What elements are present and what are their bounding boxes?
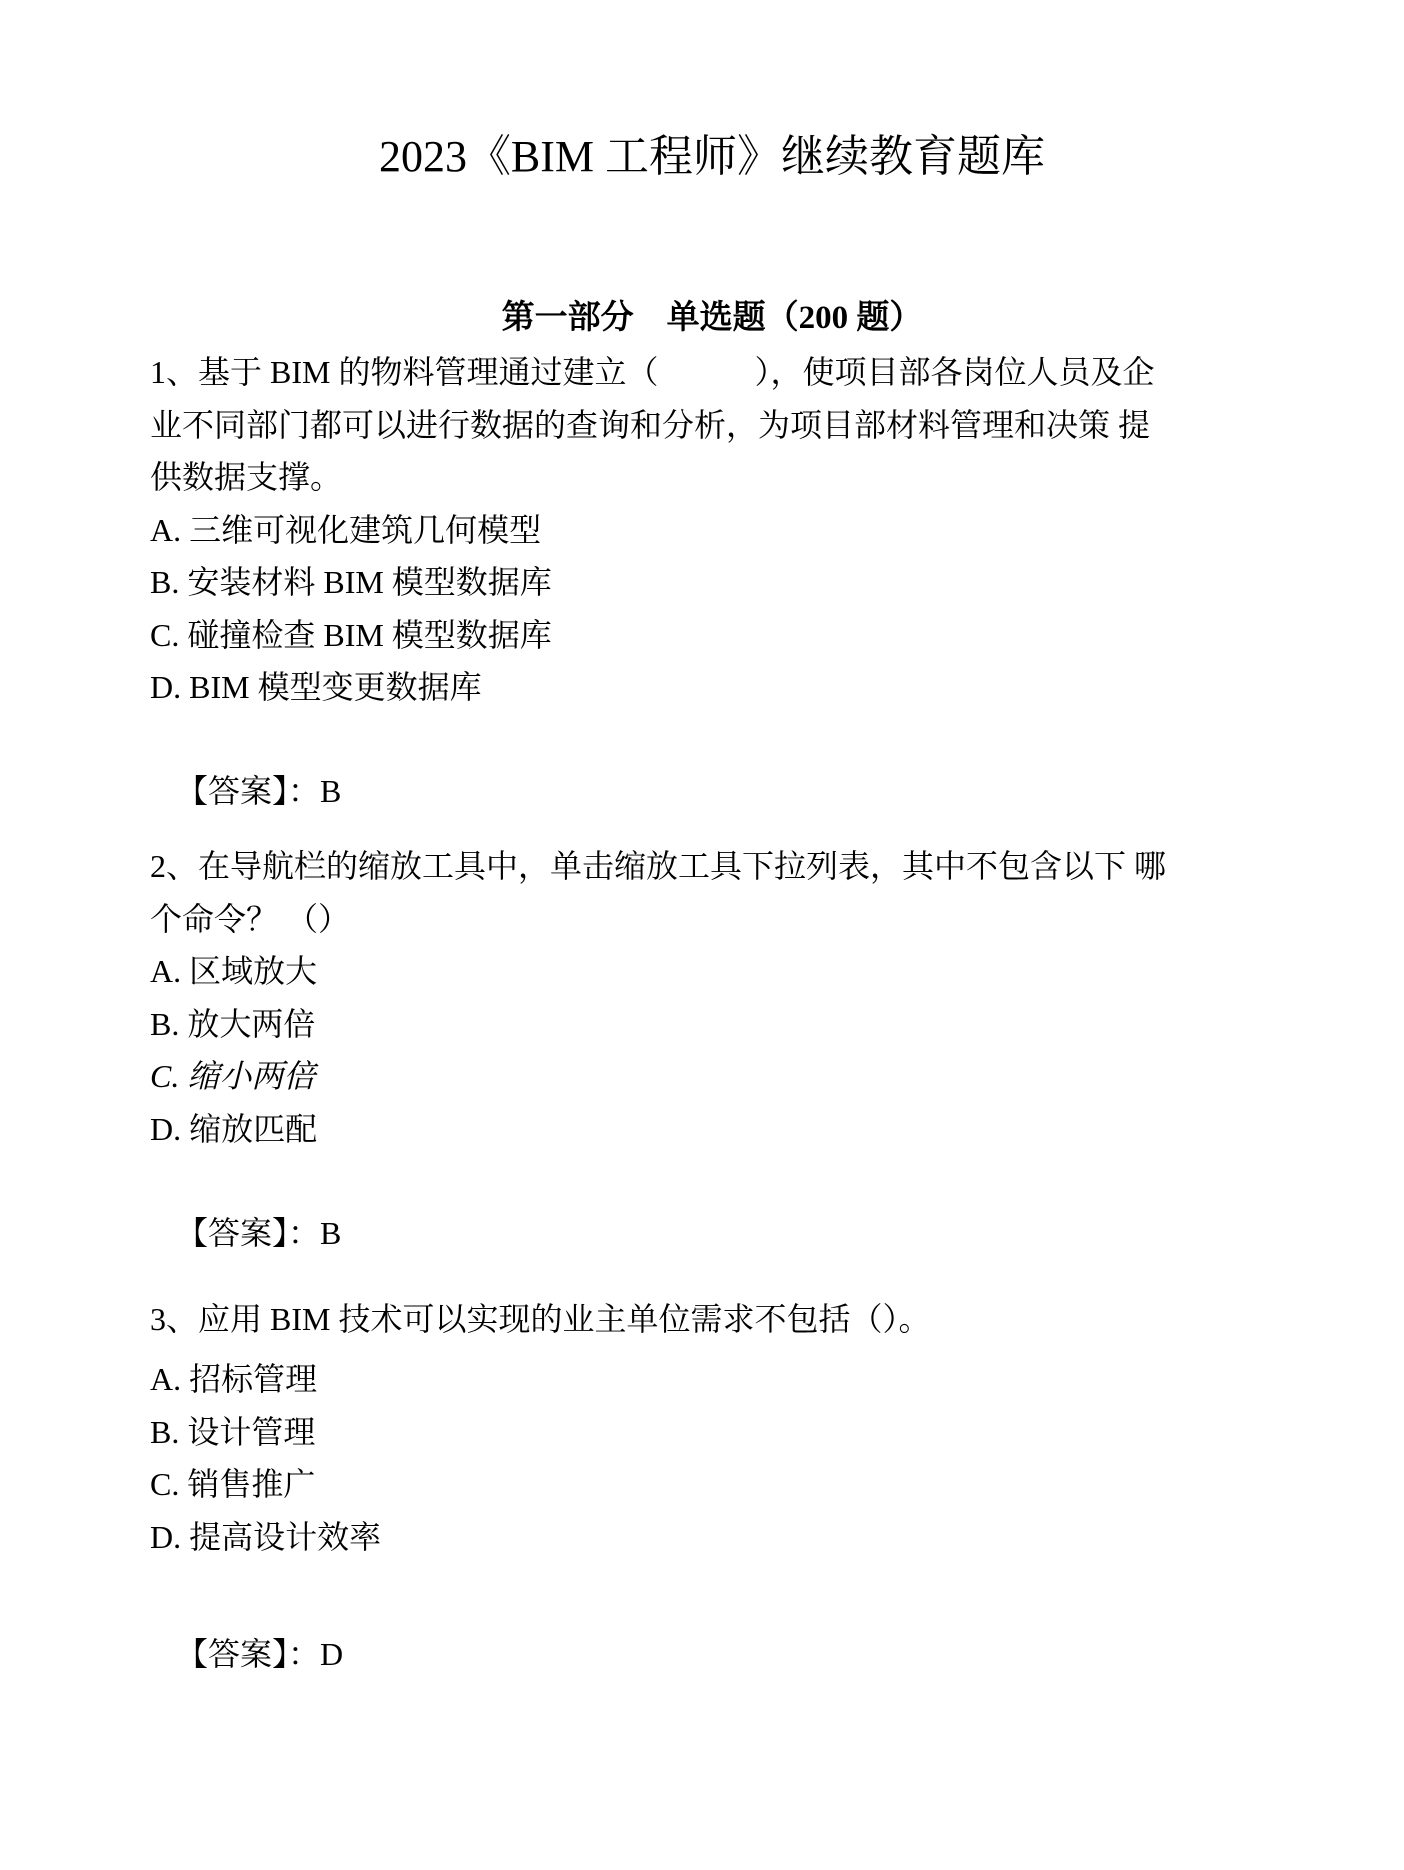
question-3-options	[150, 1353, 1274, 1563]
question-1-text-line-3: 供数据支撑。	[150, 459, 343, 495]
question-3-option-d: D. 提高设计效率	[150, 1518, 382, 1555]
question-2-option-c: C. 缩小两倍	[150, 1058, 316, 1094]
document-title: 2023《BIM 工程师》继续教育题库	[378, 132, 1046, 181]
question-1-answer: 【答案】：B	[176, 772, 342, 809]
question-3-answer: 【答案】：D	[176, 1636, 344, 1672]
question-1	[150, 346, 1274, 817]
question-2-answer: 【答案】：B	[176, 1215, 342, 1251]
question-1-option-c: C. 碰撞检查 BIM 模型数据库	[150, 616, 552, 653]
question-2-option-d: D. 缩放匹配	[150, 1110, 318, 1147]
question-1-text-line-1: 1、基于 BIM 的物料管理通过建立（ ），使项目部各岗位人员及企	[150, 354, 1155, 390]
question-1-options	[150, 504, 1274, 714]
question-2-option-b: B. 放大两倍	[150, 1005, 316, 1042]
question-1-option-d: D. BIM 模型变更数据库	[150, 669, 482, 705]
question-3-option-a: A. 招标管理	[150, 1361, 318, 1397]
question-3	[150, 1293, 1274, 1681]
question-3-option-c: C. 销售推广	[150, 1466, 316, 1502]
question-2	[150, 840, 1274, 1260]
question-2-text-line-2: 个命令？ （）	[150, 900, 351, 937]
question-3-text-line-1: 3、应用 BIM 技术可以实现的业主单位需求不包括（）。	[150, 1300, 931, 1337]
question-2-option-a: A. 区域放大	[150, 953, 318, 989]
question-2-options	[150, 945, 1274, 1155]
question-1-text-line-2: 业不同部门都可以进行数据的查询和分析，为项目部材料管理和决策 提	[150, 406, 1151, 443]
question-2-text-line-1: 2、在导航栏的缩放工具中，单击缩放工具下拉列表，其中不包含以下 哪	[150, 848, 1167, 884]
question-1-option-a: A. 三维可视化建筑几何模型	[150, 511, 542, 548]
question-1-option-b: B. 安装材料 BIM 模型数据库	[150, 564, 552, 600]
section-heading: 第一部分 单选题（200 题）	[501, 300, 923, 336]
question-3-option-b: B. 设计管理	[150, 1413, 316, 1450]
